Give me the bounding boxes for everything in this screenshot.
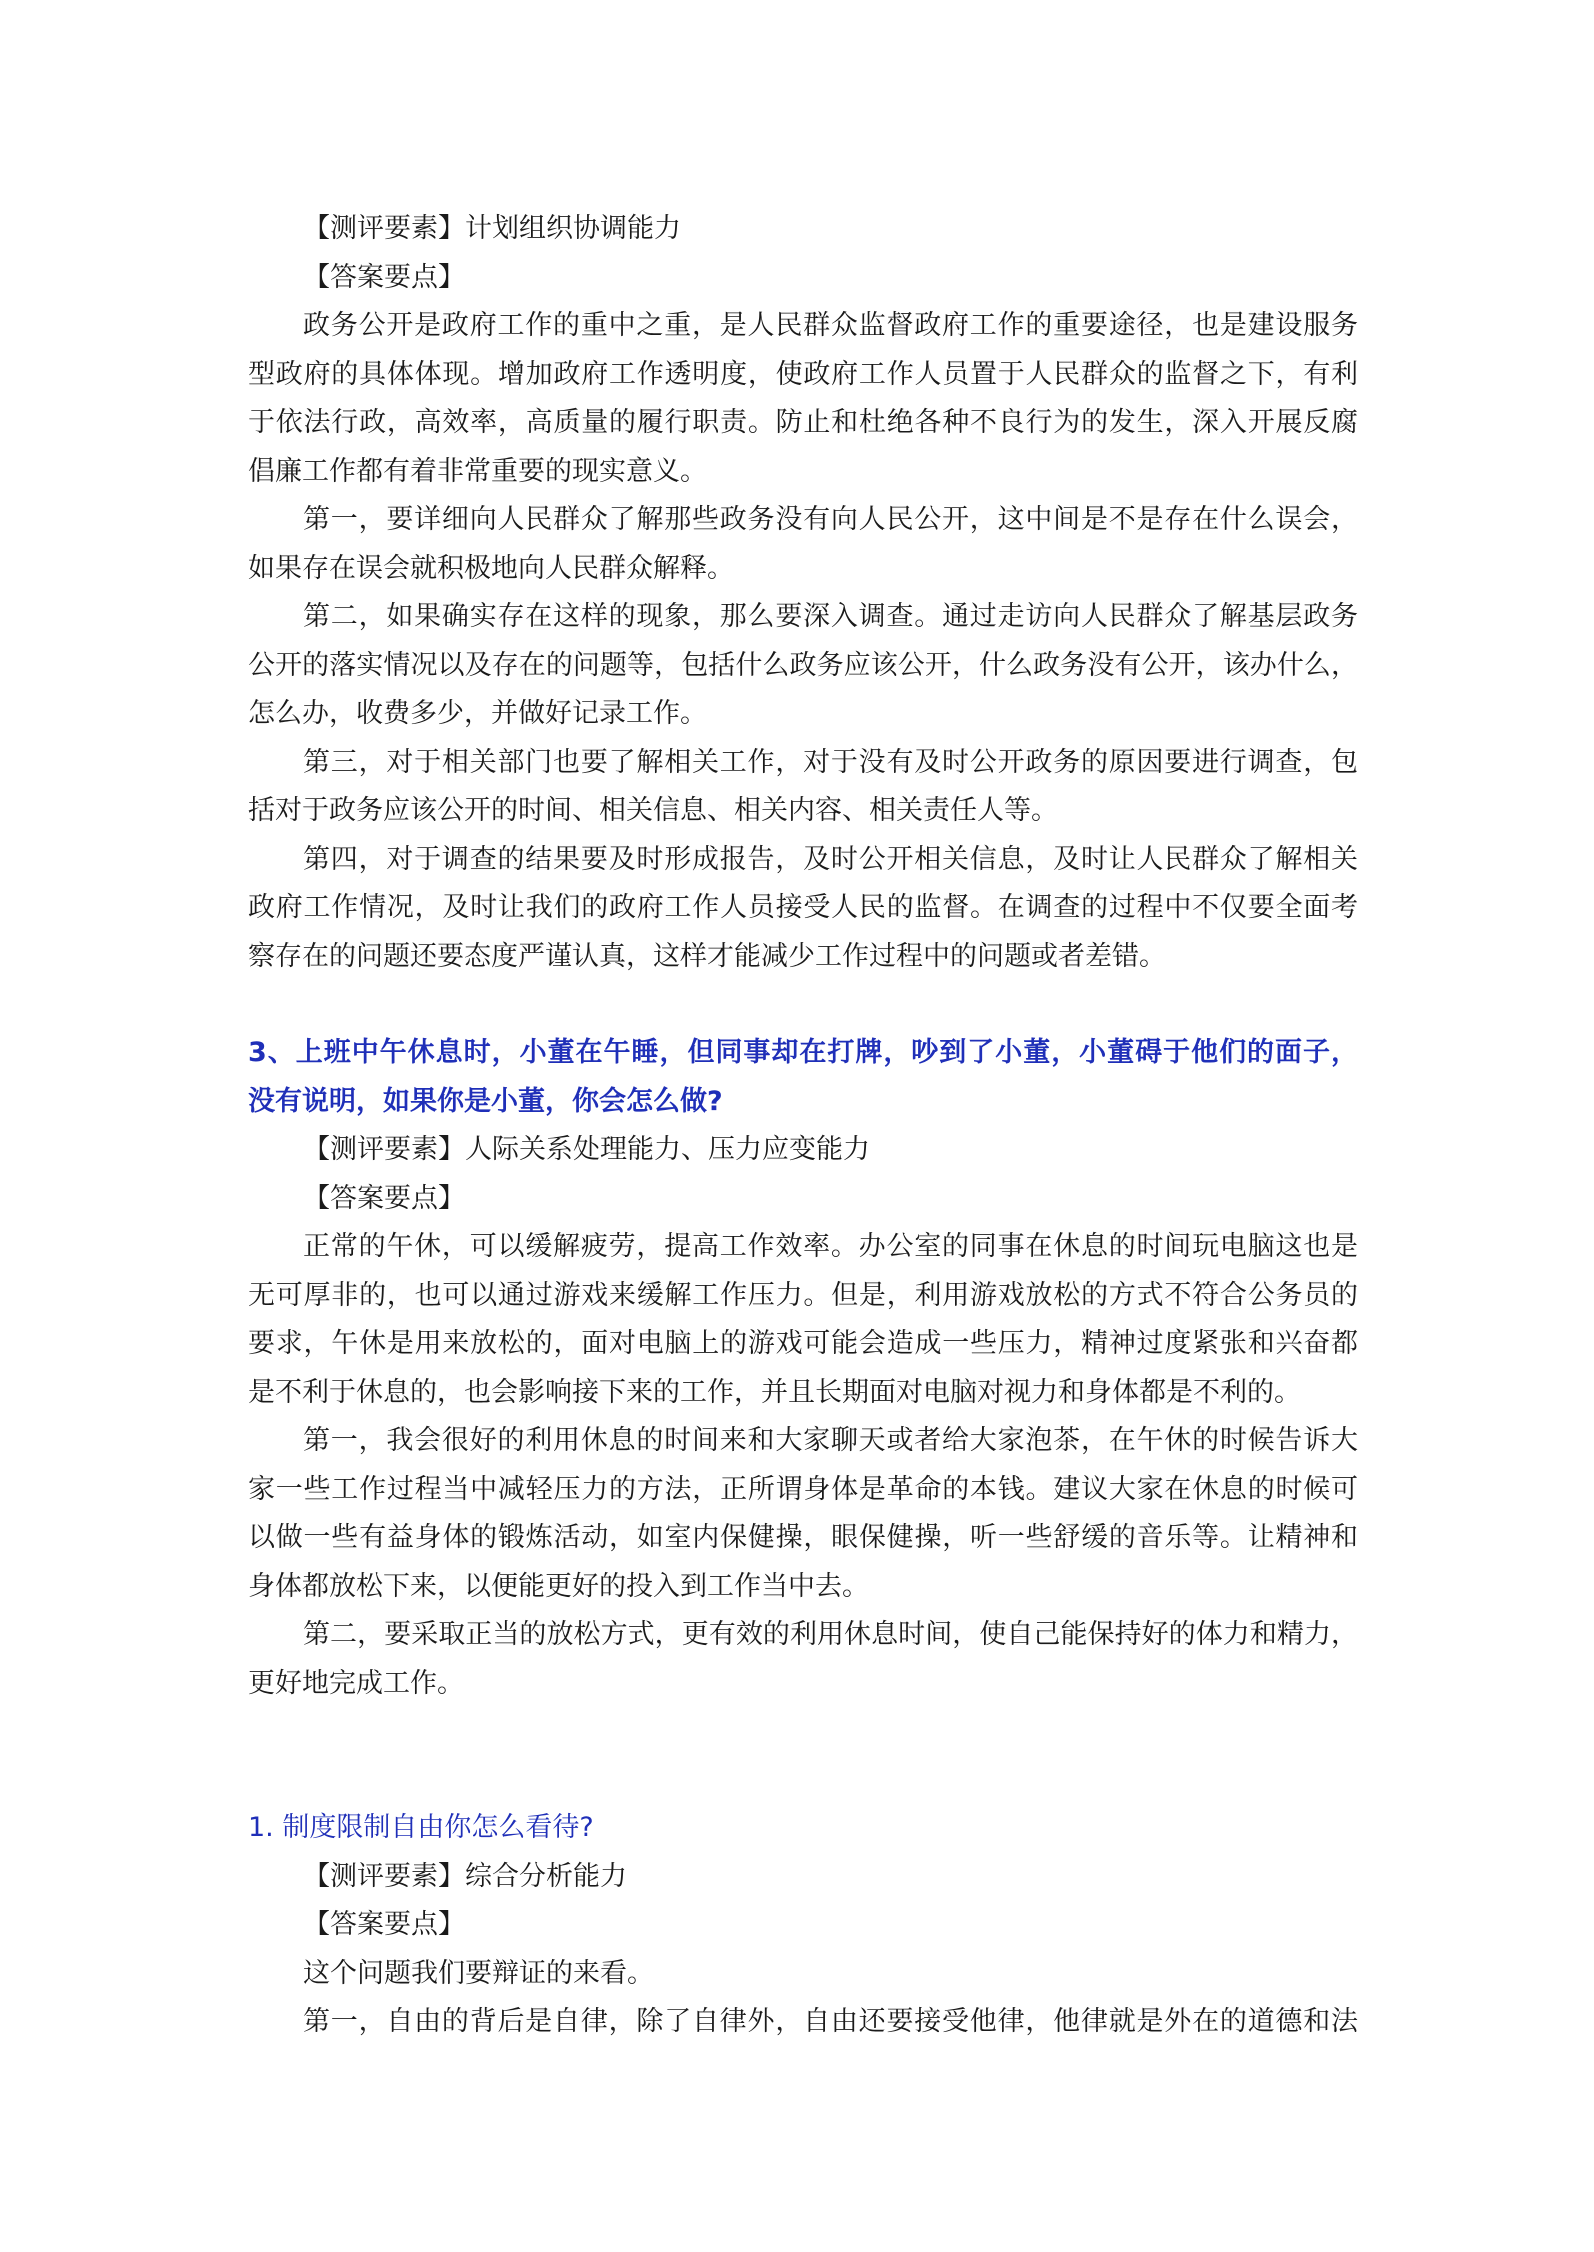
paragraph-line: 身体都放松下来，以便能更好的投入到工作当中去。 [248,1570,869,1602]
paragraph-line: 第四，对于调查的结果要及时形成报告，及时公开相关信息，及时让人民群众了解相关 [303,843,1358,875]
question-heading: 3、上班中午休息时，小董在午睡，但同事却在打牌，吵到了小董，小董碍于他们的面子， [248,1037,1358,1068]
spacer [248,1708,1358,1804]
paragraph-line: 公开的落实情况以及存在的问题等，包括什么政务应该公开，什么政务没有公开，该办什么， [248,649,1358,681]
paragraph-line: 第一，我会很好的利用休息的时间来和大家聊天或者给大家泡茶，在午休的时候告诉大 [303,1425,1358,1456]
paragraph-line: 要求，午休是用来放松的，面对电脑上的游戏可能会造成一些压力，精神过度紧张和兴奋都 [248,1328,1358,1359]
spacer [248,981,1358,1029]
paragraph-line: 型政府的具体体现。增加政府工作透明度，使政府工作人员置于人民群众的监督之下，有利 [248,358,1358,390]
paragraph-line: 第一，自由的背后是自律，除了自律外，自由还要接受他律，他律就是外在的道德和法 [303,2006,1358,2037]
paragraph-line: 于依法行政，高效率，高质量的履行职责。防止和杜绝各种不良行为的发生，深入开展反腐 [248,407,1358,438]
criteria-line: 【测评要素】计划组织协调能力 [303,213,681,244]
paragraph-line: 政府工作情况，及时让我们的政府工作人员接受人民的监督。在调查的过程中不仅要全面考 [248,892,1358,923]
paragraph-line: 如果存在误会就积极地向人民群众解释。 [248,552,734,584]
paragraph-line: 政务公开是政府工作的重中之重，是人民群众监督政府工作的重要途径，也是建设服务 [303,310,1358,341]
paragraph-line: 倡廉工作都有着非常重要的现实意义。 [248,455,707,487]
paragraph-line: 括对于政务应该公开的时间、相关信息、相关内容、相关责任人等。 [248,795,1058,826]
paragraph-line: 这个问题我们要辩证的来看。 [303,1957,654,1989]
paragraph-line: 无可厚非的，也可以通过游戏来缓解工作压力。但是，利用游戏放松的方式不符合公务员的 [248,1279,1358,1311]
paragraph-line: 是不利于休息的，也会影响接下来的工作，并且长期面对电脑对视力和身体都是不利的。 [248,1376,1301,1408]
paragraph-line: 第二，要采取正当的放松方式，更有效的利用休息时间，使自己能保持好的体力和精力， [303,1619,1358,1650]
paragraph-line: 第三，对于相关部门也要了解相关工作，对于没有及时公开政务的原因要进行调查，包 [303,746,1358,778]
paragraph-line: 家一些工作过程当中减轻压力的方法，正所谓身体是革命的本钱。建议大家在休息的时候可 [248,1473,1358,1505]
criteria-line: 【测评要素】人际关系处理能力、压力应变能力 [303,1134,870,1165]
answer-label: 【答案要点】 [303,1909,465,1940]
question-heading: 1. 制度限制自由你怎么看待? [248,1812,594,1843]
paragraph-line: 察存在的问题还要态度严谨认真，这样才能减少工作过程中的问题或者差错。 [248,940,1166,972]
answer-label: 【答案要点】 [303,1182,465,1214]
paragraph-line: 以做一些有益身体的锻炼活动，如室内保健操，眼保健操，听一些舒缓的音乐等。让精神和 [248,1522,1358,1553]
criteria-line: 【测评要素】综合分析能力 [303,1860,627,1892]
answer-label: 【答案要点】 [303,261,465,293]
question-heading: 没有说明，如果你是小董，你会怎么做? [248,1085,723,1117]
paragraph-line: 更好地完成工作。 [248,1667,464,1699]
document-page [248,205,1358,2047]
paragraph-line: 第一，要详细向人民群众了解那些政务没有向人民公开，这中间是不是存在什么误会， [303,504,1358,535]
paragraph-line: 正常的午休，可以缓解疲劳，提高工作效率。办公室的同事在休息的时间玩电脑这也是 [303,1231,1358,1262]
paragraph-line: 怎么办，收费多少，并做好记录工作。 [248,698,707,729]
paragraph-line: 第二，如果确实存在这样的现象，那么要深入调查。通过走访向人民群众了解基层政务 [303,601,1358,632]
